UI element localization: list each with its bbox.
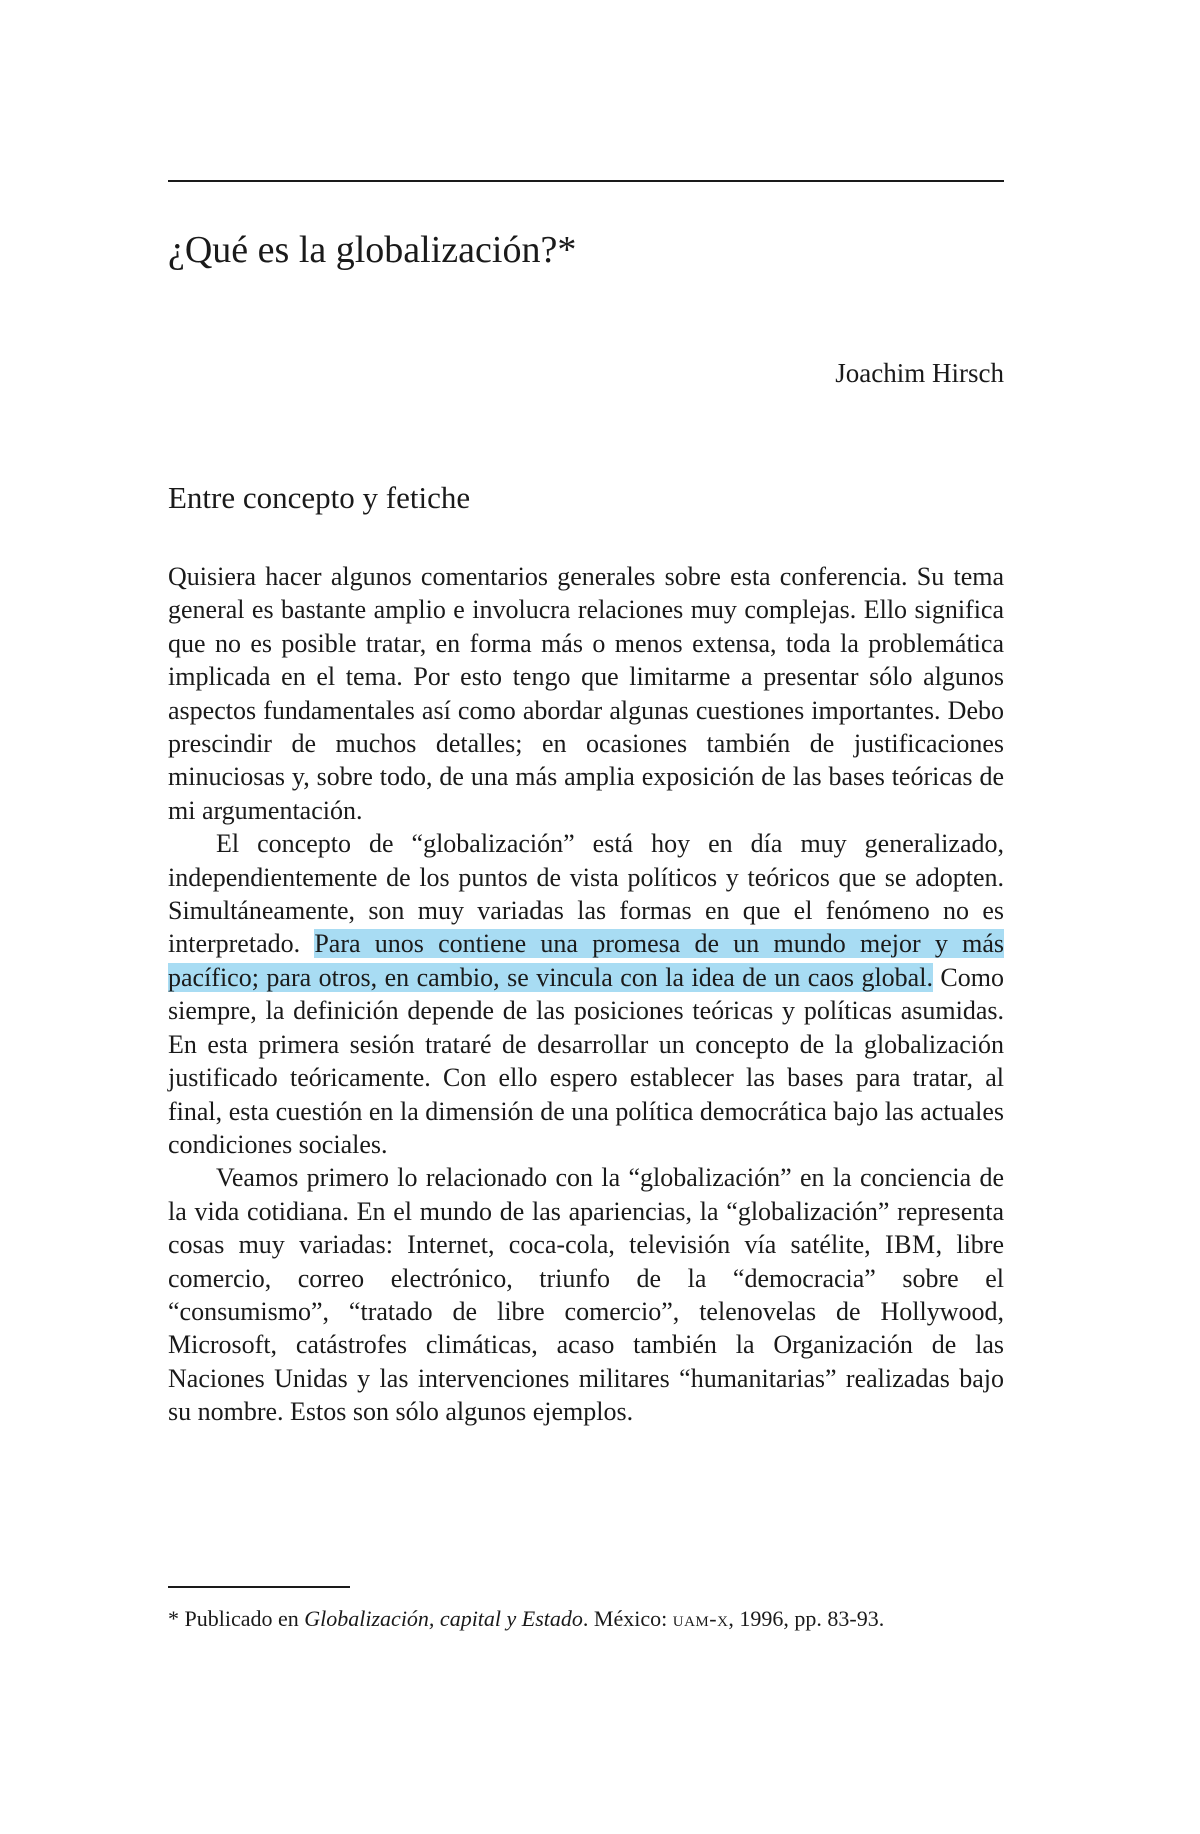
footnote-prefix: * Publicado en bbox=[168, 1606, 305, 1631]
footnote-publisher: uam-x bbox=[672, 1606, 729, 1631]
footnote-rest: , 1996, pp. 83-93. bbox=[728, 1606, 885, 1631]
paragraph-3-text-after: , libre comercio, correo electrónico, triunfo de la “democracia” sobre el “consumismo”, “tratado de libre comercio”, telenovelas de Hollywood, Microsoft, catástrofes climáticas, acaso también la Organización de las Naciones Unidas y las intervenciones militares “humanitarias” realizadas bajo su nombre. Estos son sólo algunos ejemplos. bbox=[168, 1230, 1004, 1427]
highlighted-text[interactable]: Para unos contiene una promesa de un mundo mejor y más pacífico; para otros, en cambio, se vincula con la idea de un caos global. bbox=[168, 929, 1004, 992]
paragraph-2-text-after: Como siempre, la definición depende de las posiciones teóricas y políticas asumidas. En esta primera sesión trataré de desarrollar un concepto de la globalización justificado teóricamente. Con ello espero establecer las bases para tratar, al final, esta cuestión en la dimensión de una política democrática bajo las actuales condiciones sociales. bbox=[168, 962, 1004, 1159]
footnote bbox=[168, 1606, 884, 1632]
body-text bbox=[168, 560, 1004, 1429]
paragraph-2 bbox=[168, 827, 1004, 1161]
paragraph-2-text-before: El concepto de “globalización” está hoy en día muy generalizado, independientemente de los puntos de vista políticos y teóricos que se adopten. Simultáneamente, son muy variadas las formas en que el fenómeno no es interpretado. bbox=[168, 829, 1004, 959]
top-rule bbox=[168, 180, 1004, 182]
paragraph-1: Quisiera hacer algunos comentarios generales sobre esta conferencia. Su tema general es bastante amplio e involucra relaciones muy complejas. Ello significa que no es posible tratar, en forma más o menos extensa, toda la problemática implicada en el tema. Por esto tengo que limitarme a presentar sólo algunos aspectos fundamentales así como abordar algunas cuestiones importantes. Debo prescindir de muchos detalles; en ocasiones también de justificaciones minuciosas y, sobre todo, de una más amplia exposición de las bases teóricas de mi argumentación. bbox=[168, 562, 1004, 825]
footnote-book-title: Globalización, capital y Estado bbox=[304, 1606, 583, 1631]
paragraph-3-text-before: Veamos primero lo relacionado con la “globalización” en la conciencia de la vida cotidiana. En el mundo de las apariencias, la “globalización” representa cosas muy variadas: Internet, coca-cola, televisión vía satélite, bbox=[168, 1163, 1004, 1260]
section-heading: Entre concepto y fetiche bbox=[168, 480, 471, 515]
footnote-place: . México: bbox=[582, 1606, 673, 1631]
paragraph-3 bbox=[168, 1161, 1004, 1428]
ibm-acronym: IBM bbox=[884, 1230, 936, 1260]
chapter-title: ¿Qué es la globalización?* bbox=[168, 229, 577, 271]
footnote-rule bbox=[168, 1586, 350, 1588]
author-name: Joachim Hirsch bbox=[835, 358, 1004, 388]
